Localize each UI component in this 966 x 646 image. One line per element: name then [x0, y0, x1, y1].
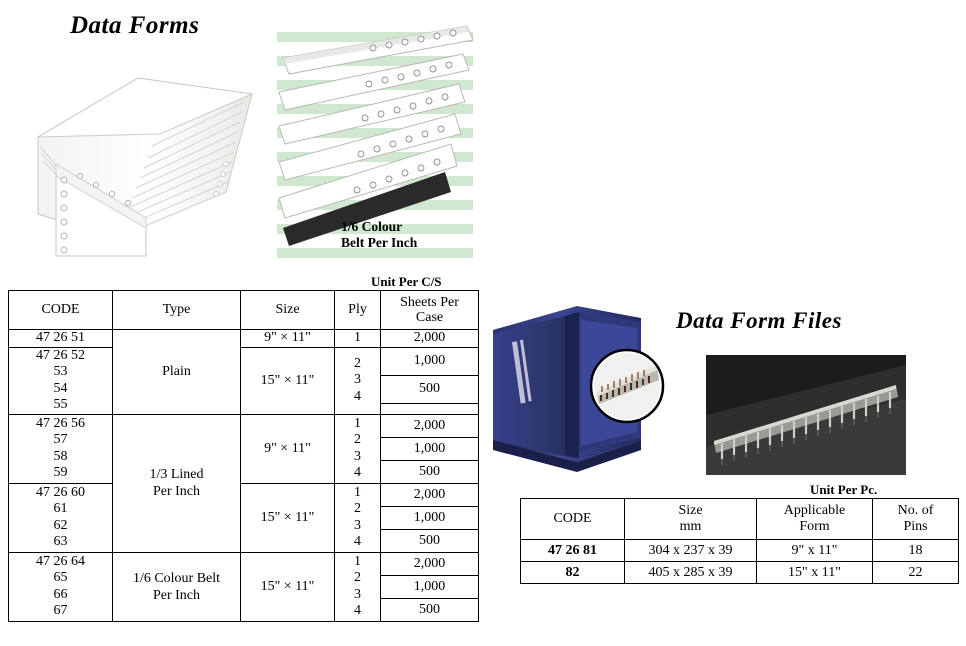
files-header-form-line1: Applicable: [783, 503, 846, 518]
table-row: [9, 414, 479, 437]
data-forms-table: [8, 290, 479, 622]
ply-3: 4: [354, 388, 361, 404]
files-header-code: CODE: [521, 499, 625, 540]
cell-size: 15" × 11": [241, 552, 335, 621]
cell-code: [9, 347, 113, 414]
header-sheets-per-case: [381, 291, 479, 330]
cell-size: 15" × 11": [241, 347, 335, 414]
ply-2: 3: [354, 372, 361, 388]
files-cell-form: 9" x 11": [757, 540, 873, 562]
cell-ply: [335, 347, 381, 414]
code-first: 47 26 52: [36, 347, 85, 363]
type-line1: 1/6 Colour Belt: [132, 570, 221, 586]
type-line2: Per Inch: [152, 484, 201, 499]
cell-sheets: 2,000: [381, 414, 479, 437]
code-first: 47 26 56: [36, 415, 85, 431]
table-row: [521, 562, 959, 584]
code-rest-2: 54: [53, 380, 68, 396]
unit-per-case-label: Unit Per C/S: [371, 274, 442, 289]
cell-ply: [335, 552, 381, 621]
files-header-row: [521, 499, 959, 540]
code-rest-3: 67: [53, 603, 68, 618]
ply-1: 1: [354, 553, 361, 569]
header-ply: Ply: [335, 291, 381, 330]
table-row: [9, 330, 479, 348]
page-title-data-form-files: Data Form Files: [676, 308, 842, 333]
files-header-pins-line2: Pins: [903, 519, 928, 534]
cell-sheets: 500: [381, 529, 479, 552]
files-header-pins-line1: No. of: [897, 503, 934, 518]
ply-2: 2: [354, 432, 361, 447]
ply-1: 1: [354, 415, 361, 431]
header-code: CODE: [9, 291, 113, 330]
cell-size: 9" × 11": [241, 330, 335, 348]
cell-type-colour-belt: [113, 552, 241, 621]
code-rest-1: 57: [53, 432, 68, 447]
ply-3: 3: [354, 517, 361, 533]
header-type: Type: [113, 291, 241, 330]
code-rest-2: 66: [53, 586, 68, 602]
cell-ply: [335, 414, 381, 483]
cell-sheets: 1,000: [381, 347, 479, 375]
cell-sheets: 500: [381, 598, 479, 621]
code-first: 47 26 60: [36, 484, 85, 500]
cell-sheets: 500: [381, 375, 479, 403]
fan-caption-line1: 1/6 Colour: [341, 219, 403, 234]
table-header-row: [9, 291, 479, 330]
binding-comb-closeup-image: [706, 355, 906, 475]
files-header-size-line2: mm: [679, 519, 702, 534]
ply-1: 1: [354, 484, 361, 500]
cell-sheets: 2,000: [381, 483, 479, 506]
cell-code: [9, 552, 113, 621]
fan-caption-line2: Belt Per Inch: [341, 235, 418, 250]
files-header-pins: [873, 499, 959, 540]
cell-code: [9, 483, 113, 552]
code-rest-3: 55: [53, 397, 68, 412]
header-sheets-line2: Case: [415, 310, 444, 325]
cell-type-lined: [113, 414, 241, 552]
files-header-applicable-form: [757, 499, 873, 540]
cell-ply: [335, 483, 381, 552]
files-cell-pins: 22: [873, 562, 959, 584]
cell-code: [9, 414, 113, 483]
files-header-form-line2: Form: [799, 519, 830, 534]
ply-4: 4: [354, 465, 361, 480]
ply-4: 4: [354, 534, 361, 549]
code-rest-1: 61: [53, 501, 68, 516]
files-header-size: [625, 499, 757, 540]
code-rest-2: 58: [53, 448, 68, 464]
continuous-paper-stack-image: [20, 42, 270, 257]
code-rest-1: 65: [53, 570, 68, 585]
files-cell-code: 47 26 81: [521, 540, 625, 562]
cell-sheets: 1,000: [381, 437, 479, 460]
ply-2: 2: [354, 501, 361, 516]
cell-sheets: 1,000: [381, 575, 479, 598]
header-sheets-line1: Sheets Per: [400, 295, 459, 310]
code-first: 47 26 64: [36, 553, 85, 569]
cell-code: 47 26 51: [9, 330, 113, 348]
page-title-data-forms: Data Forms: [70, 12, 200, 39]
files-cell-code: 82: [521, 562, 625, 584]
cell-sheets: 500: [381, 460, 479, 483]
files-cell-size: 304 x 237 x 39: [625, 540, 757, 562]
cell-sheets: 2,000: [381, 552, 479, 575]
cell-sheets: 1,000: [381, 506, 479, 529]
fan-caption: [341, 219, 461, 251]
cell-type-plain: Plain: [113, 330, 241, 415]
table-row: [9, 552, 479, 575]
unit-per-piece-label: Unit Per Pc.: [810, 482, 878, 497]
files-header-size-line1: Size: [678, 503, 703, 518]
ply-3: 3: [354, 586, 361, 602]
cell-sheets-empty: [381, 403, 479, 414]
code-rest-2: 62: [53, 517, 68, 533]
type-line1: 1/3 Lined: [149, 467, 204, 482]
header-size: Size: [241, 291, 335, 330]
cell-ply: 1: [335, 330, 381, 348]
ply-4: 4: [354, 603, 361, 618]
cell-sheets: 2,000: [381, 330, 479, 348]
table-row: [521, 540, 959, 562]
type-line2: Per Inch: [152, 587, 201, 603]
code-rest-3: 63: [53, 534, 68, 549]
ply-2: 2: [354, 570, 361, 585]
table-row: [9, 347, 479, 375]
code-rest-3: 59: [53, 465, 68, 480]
data-form-binder-image: [481, 300, 671, 478]
ply-3: 3: [354, 448, 361, 464]
cell-size: 9" × 11": [241, 414, 335, 483]
cell-size: 15" × 11": [241, 483, 335, 552]
files-cell-pins: 18: [873, 540, 959, 562]
code-rest-1: 53: [53, 364, 68, 379]
data-form-files-table: [520, 498, 959, 584]
table-row: [9, 483, 479, 506]
files-cell-form: 15" x 11": [757, 562, 873, 584]
files-cell-size: 405 x 285 x 39: [625, 562, 757, 584]
ply-1: 2: [354, 355, 361, 371]
